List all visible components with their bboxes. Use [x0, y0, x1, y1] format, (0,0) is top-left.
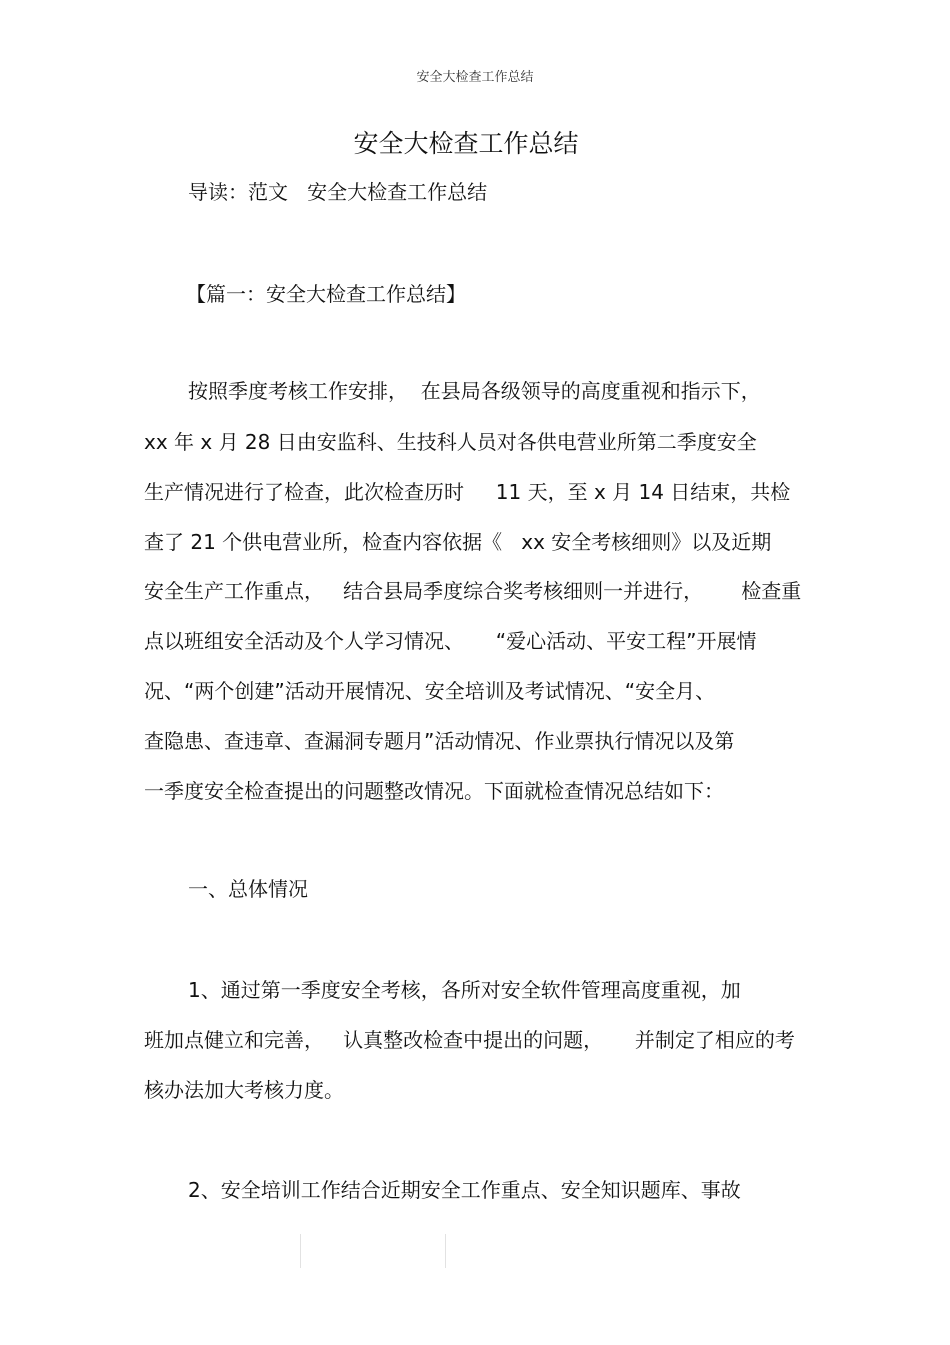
subheading-overall: 一、总体情况: [188, 877, 308, 901]
paragraph-line: 安全生产工作重点， 结合县局季度综合奖考核细则一并进行， 检查重: [144, 579, 802, 603]
section-heading: 【篇一：安全大检查工作总结】: [186, 282, 466, 306]
page-title: 安全大检查工作总结: [353, 129, 579, 158]
list-item-line: 1、通过第一季度安全考核，各所对安全软件管理高度重视，加: [188, 978, 741, 1002]
running-header: 安全大检查工作总结: [416, 70, 534, 85]
footer-divider: [300, 1234, 301, 1268]
paragraph-line: 查了 21 个供电营业所，检查内容依据《 xx 安全考核细则》以及近期: [144, 530, 772, 554]
paragraph-line: 点以班组安全活动及个人学习情况、 “爱心活动、平安工程”开展情: [144, 629, 757, 653]
paragraph-line: xx 年 x 月 28 日由安监科、生技科人员对各供电营业所第二季度安全: [144, 430, 757, 454]
paragraph-line: 一季度安全检查提出的问题整改情况。下面就检查情况总结如下：: [144, 779, 724, 803]
paragraph-line: 按照季度考核工作安排， 在县局各级领导的高度重视和指示下，: [188, 379, 761, 403]
paragraph-line: 况、“两个创建”活动开展情况、安全培训及考试情况、“安全月、: [144, 679, 716, 703]
list-item-line: 班加点健立和完善， 认真整改检查中提出的问题， 并制定了相应的考: [144, 1028, 795, 1052]
intro-line: 导读：范文 安全大检查工作总结: [188, 180, 488, 204]
paragraph-line: 查隐患、查违章、查漏洞专题月”活动情况、作业票执行情况以及第: [144, 729, 735, 753]
paragraph-line: 生产情况进行了检查，此次检查历时 11 天，至 x 月 14 日结束，共检: [144, 480, 791, 504]
footer-divider: [445, 1234, 446, 1268]
list-item-line: 核办法加大考核力度。: [144, 1078, 344, 1102]
list-item-line: 2、安全培训工作结合近期安全工作重点、安全知识题库、事故: [188, 1178, 741, 1202]
